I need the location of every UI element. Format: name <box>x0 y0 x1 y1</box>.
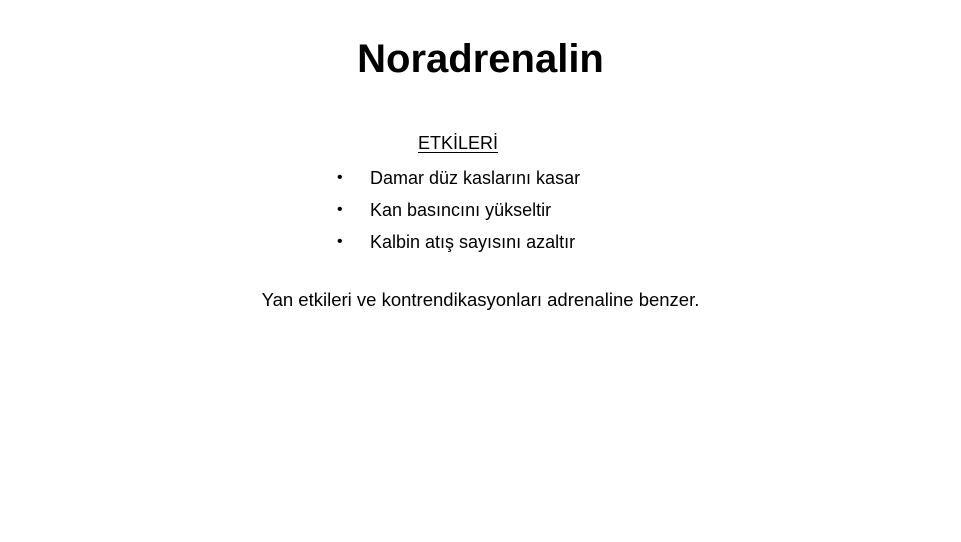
bullet-icon: • <box>337 201 343 218</box>
effect-text: Kalbin atış sayısını azaltır <box>370 232 576 252</box>
slide-title: Noradrenalin <box>357 37 604 81</box>
list-item <box>337 194 580 226</box>
effect-text: Kan basıncını yükseltir <box>370 200 552 220</box>
list-item <box>337 226 580 258</box>
effect-text: Damar düz kaslarını kasar <box>370 168 581 188</box>
side-effects-note: Yan etkileri ve kontrendikasyonları adrenaline benzer. <box>261 289 700 310</box>
effects-list <box>337 162 580 258</box>
section-heading-effects: ETKİLERİ <box>418 133 499 153</box>
list-item <box>337 162 580 194</box>
bullet-icon: • <box>337 169 343 186</box>
bullet-icon: • <box>337 233 343 250</box>
